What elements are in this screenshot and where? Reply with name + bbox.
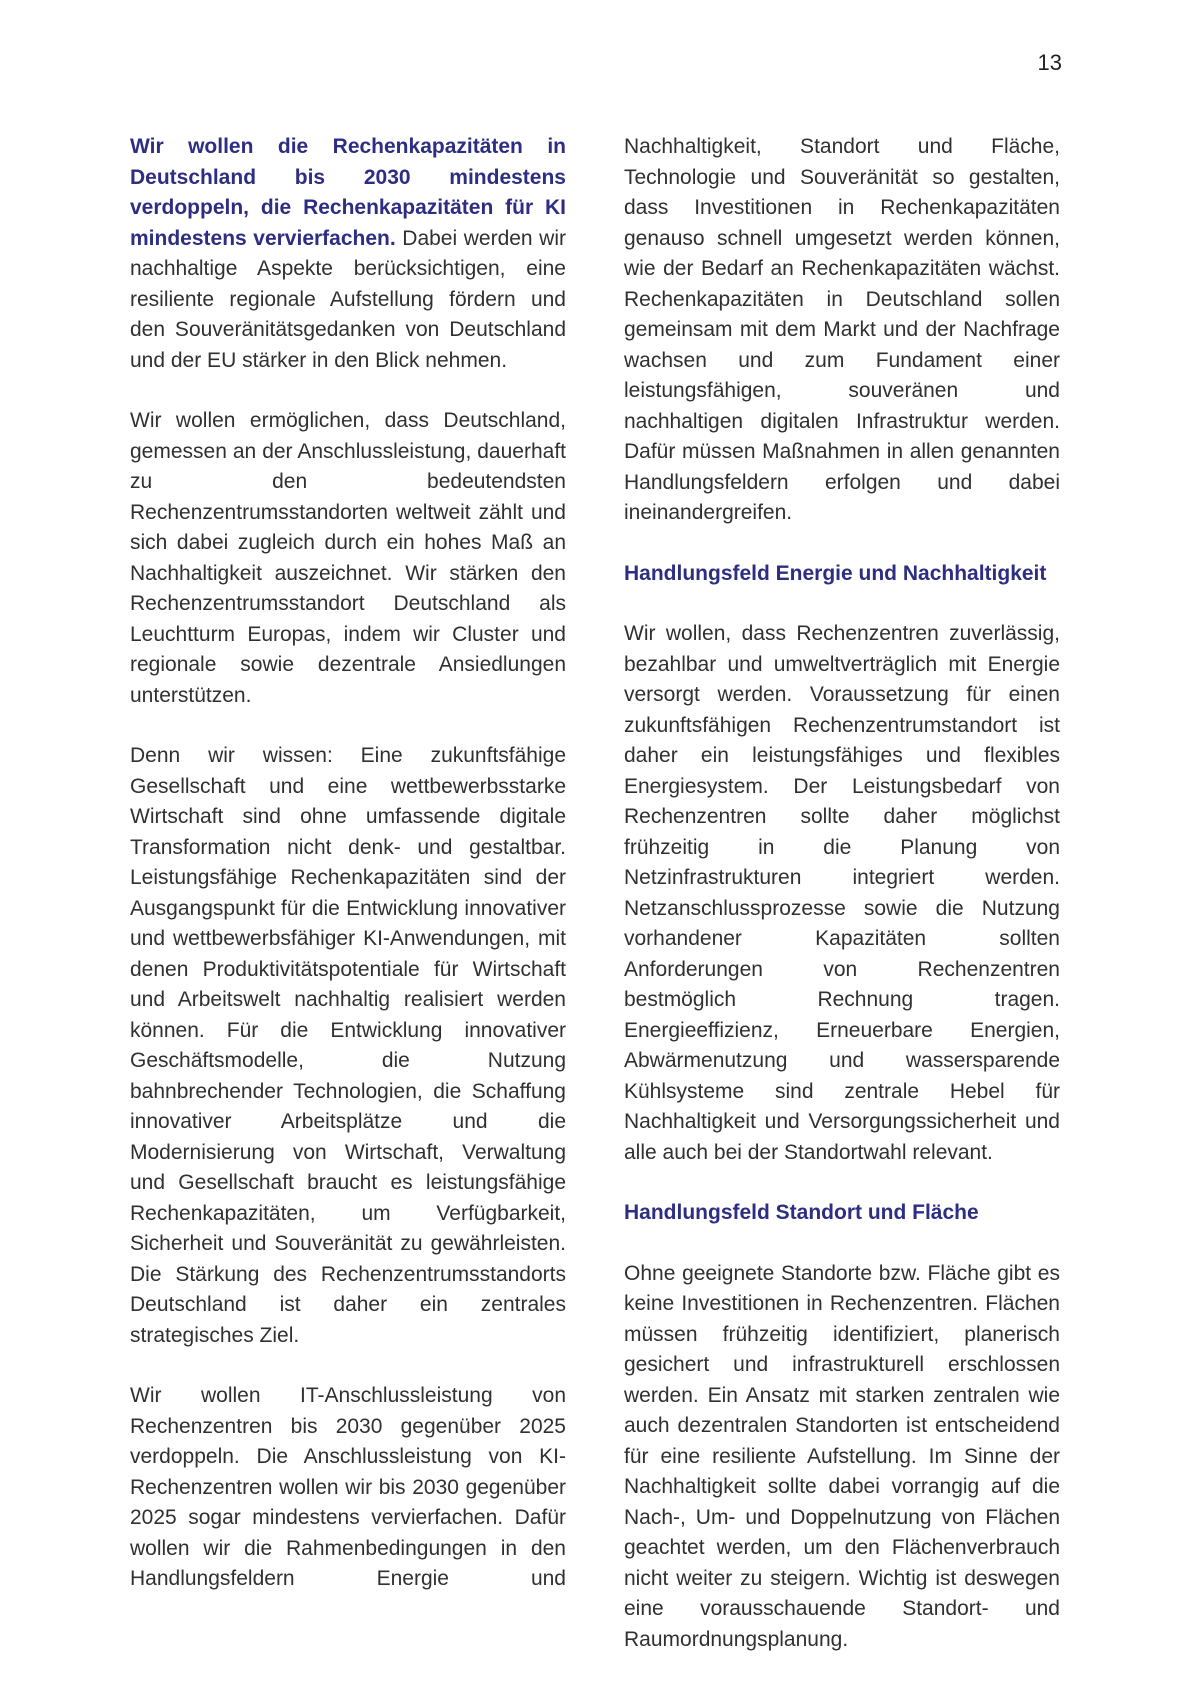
paragraph-continued: Wir wollen IT-Anschlussleistung von Rechenzentren bis 2030 gegenüber 2025 verdoppeln. Die Anschlussleistung von KI-Rechenzentren wollen wir bis 2030 gegenüber 2025 sogar mindestens vervierfachen. Dafür wollen wir die Rahmenbedingungen in den Handlungsfeldern Energie und xyxy=(130,1384,566,1590)
paragraph-continued: Ohne geeignete Standorte bzw. Fläche gibt es keine Investitionen in Rechenzentren. Flächen müssen frühzeitig identifiziert, planerisch gesichert und infrastrukturell erschlossen werden. Ein Ansatz mit starken zentralen wie auch dezentralen Standorten ist entscheidend für eine resiliente Aufstellung. Im Sinne der Nachhaltigkeit sollte dabei vorrangig auf die Nach-, Um- und Doppelnutzung von Flächen geachtet werden, um den Flächenverbrauch nicht weiter zu steigern. Wichtig ist deswegen eine vorausschauende Standort- und Raumordnungsplanung. xyxy=(624,1261,1060,1651)
section-heading-energie: Handlungsfeld Energie und Nachhaltigkeit xyxy=(624,561,1047,585)
paragraph: Wir wollen ermöglichen, dass Deutschland, gemessen an der Anschlussleistung, dauerhaft zu den bedeutendsten Rechenzentrumsstandorten weltweit zählt und sich dabei zugleich durch ein hohes Maß an Nachhaltigkeit auszeichnet. Wir stärken den Rechenzentrumsstandort Deutschland als Leuchtturm Europas, indem wir Cluster und regionale sowie dezentrale Ansiedlungen unterstützen. xyxy=(130,409,566,707)
paragraph: Denn wir wissen: Eine zukunftsfähige Gesellschaft und eine wettbewerbsstarke Wirtschaft sind ohne umfassende digitale Transformation nicht denk- und gestaltbar. Leistungsfähige Rechenkapazitäten sind der Ausgangspunkt für die Entwicklung innovativer und wettbewerbsfähiger KI-Anwendungen, mit denen Produktivitätspotentiale für Wirtschaft und Arbeitswelt nachhaltig realisiert werden können. Für die Entwicklung innovativer Geschäftsmodelle, die Nutzung bahnbrechender Technologien, die Schaffung innovativer Arbeitsplätze und die Modernisierung von Wirtschaft, Verwaltung und Gesellschaft braucht es leistungsfähige Rechenkapazitäten, um Verfügbarkeit, Sicherheit und Souveränität zu gewährleisten. Die Stärkung des Rechenzentrumsstandorts Deutschland ist daher ein zentrales strategisches Ziel. xyxy=(130,744,566,1347)
paragraph-lead xyxy=(130,132,566,376)
text-columns xyxy=(130,132,1060,1655)
page-number: 13 xyxy=(1037,50,1062,75)
right-column xyxy=(624,132,1060,1655)
paragraph-lead-rest: Dabei werden wir nachhaltige Aspekte berücksichtigen, eine resiliente regionale Aufstellung fördern und den Souveränitätsgedanken von Deutschland und der EU stärker in den Blick nehmen. xyxy=(130,226,567,372)
section-heading-standort: Handlungsfeld Standort und Fläche xyxy=(624,1201,979,1224)
bold-lead-text: Wir wollen die Rechenkapazitäten in Deutschland bis 2030 mindestens verdoppeln, die Rechenkapazitäten für KI mindestens vervierfachen. xyxy=(130,135,566,250)
paragraph: Nachhaltigkeit, Standort und Fläche, Technologie und Souveränität so gestalten, dass Investitionen in Rechenkapazitäten genauso schnell umgesetzt werden können, wie der Bedarf an Rechenkapazitäten wächst. Rechenkapazitäten in Deutschland sollen gemeinsam mit dem Markt und der Nachfrage wachsen und zum Fundament einer leistungsfähigen, souveränen und nachhaltigen digitalen Infrastruktur werden. Dafür müssen Maßnahmen in allen genannten Handlungsfeldern erfolgen und dabei ineinandergreifen. xyxy=(624,135,1060,524)
paragraph: Wir wollen, dass Rechenzentren zuverlässig, bezahlbar und umweltverträglich mit Energie versorgt werden. Voraussetzung für einen zukunftsfähigen Rechenzentrumstandort ist daher ein leistungsfähiges und flexibles Energiesystem. Der Leistungsbedarf von Rechenzentren sollte daher möglichst frühzeitig in die Planung von Netzinfrastrukturen integriert werden. Netzanschlussprozesse sowie die Nutzung vorhandener Kapazitäten sollten Anforderungen von Rechenzentren bestmöglich Rechnung tragen. Energieeffizienz, Erneuerbare Energien, Abwärmenutzung und wassersparende Kühlsysteme sind zentrale Hebel für Nachhaltigkeit und Versorgungssicherheit und alle auch bei der Standortwahl relevant. xyxy=(624,622,1060,1164)
left-column xyxy=(130,132,566,1655)
